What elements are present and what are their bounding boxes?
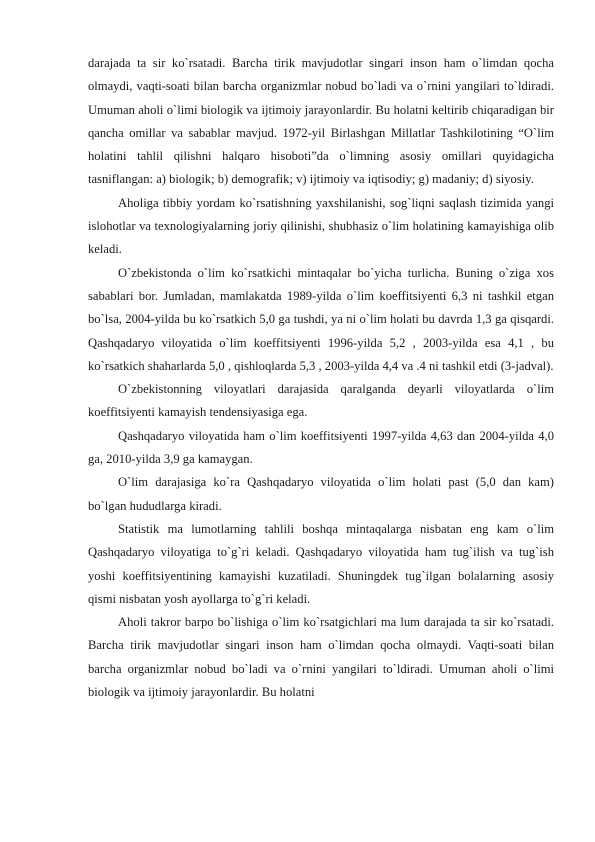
paragraph-5: Qashqadaryo viloyatida ham o`lim koeffitsiyenti 1997-yilda 4,63 dan 2004-yilda 4,0 ga, 2010-yilda 3,9 ga kamaygan. <box>88 428 554 467</box>
paragraph-7: Statistik ma lumotlarning tahlili boshqa mintaqalarga nisbatan eng kam o`lim Qashqadaryo viloyatiga to`g`ri keladi. Qashqadaryo viloyatida ham tug`ilish va tug`ish yoshi koeffitsiyentining kamayishi kuzatiladi. Shuningdek tug`ilgan bolalarning asosiy qismi nisbatan yosh ayollarga to`g`ri keladi. <box>88 521 554 606</box>
paragraph-1: darajada ta sir ko`rsatadi. Barcha tirik mavjudotlar singari inson ham o`limdan qocha olmaydi, vaqti-soati bilan barcha organizmlar nobud bo`ladi va o`rnini yangilari to`ldiradi. Umuman aholi o`limi biologik va ijtimoiy jarayonlardir. Bu holatni keltirib chiqaradigan bir qancha omillar va sabablar mavjud. 1972-yil Birlashgan Millatlar Tashkilotining “O`lim holatini tahlil qilishni halqaro hisoboti”da o`limning asosiy omillari quyidagicha tasniflangan: a) biologik; b) demografik; v) ijtimoiy va iqtisodiy; g) madaniy; d) siyosiy. <box>88 56 554 187</box>
document-body <box>88 52 554 704</box>
paragraph-6: O`lim darajasiga ko`ra Qashqadaryo viloyatida o`lim holati past (5,0 dan kam) bo`lgan hududlarga kiradi. <box>88 475 554 513</box>
paragraph-4: O`zbekistonning viloyatlari darajasida qaralganda deyarli viloyatlarda o`lim koeffitsiyenti kamayish tendensiyasiga ega. <box>88 382 554 420</box>
paragraph-8: Aholi takror barpo bo`lishiga o`lim ko`rsatgichlari ma lum darajada ta sir ko`rsatadi. Barcha tirik mavjudotlar singari inson ham o`limdan qocha olmaydi. Vaqti-soati bilan barcha organizmlar nobud bo`ladi va o`rnini yangilari to`ldiradi. Umuman aholi o`limi biologik va ijtimoiy jarayonlardir. Bu holatni <box>88 615 554 700</box>
paragraph-3: O`zbekistonda o`lim ko`rsatkichi mintaqalar bo`yicha turlicha. Buning o`ziga xos sabablari bor. Jumladan, mamlakatda 1989-yilda o`lim koeffitsiyenti 6,3 ni tashkil etgan bo`lsa, 2004-yilda bu ko`rsatkich 5,0 ga tushdi, ya ni o`lim holati bu davrda 1,3 ga qisqardi. Qashqadaryo viloyatida o`lim koeffitsiyenti 1996-yilda 5,2 , 2003-yilda esa 4,1 , bu ko`rsatkich shaharlarda 5,0 , qishloqlarda 5,3 , 2003-yilda 4,4 va .4 ni tashkil etdi (3-jadval). <box>88 265 554 373</box>
paragraph-2: Aholiga tibbiy yordam ko`rsatishning yaxshilanishi, sog`liqni saqlash tizimida yangi islohotlar va texnologiyalarning joriy qilinishi, shubhasiz o`lim holatining kamayishiga olib keladi. <box>88 195 554 257</box>
